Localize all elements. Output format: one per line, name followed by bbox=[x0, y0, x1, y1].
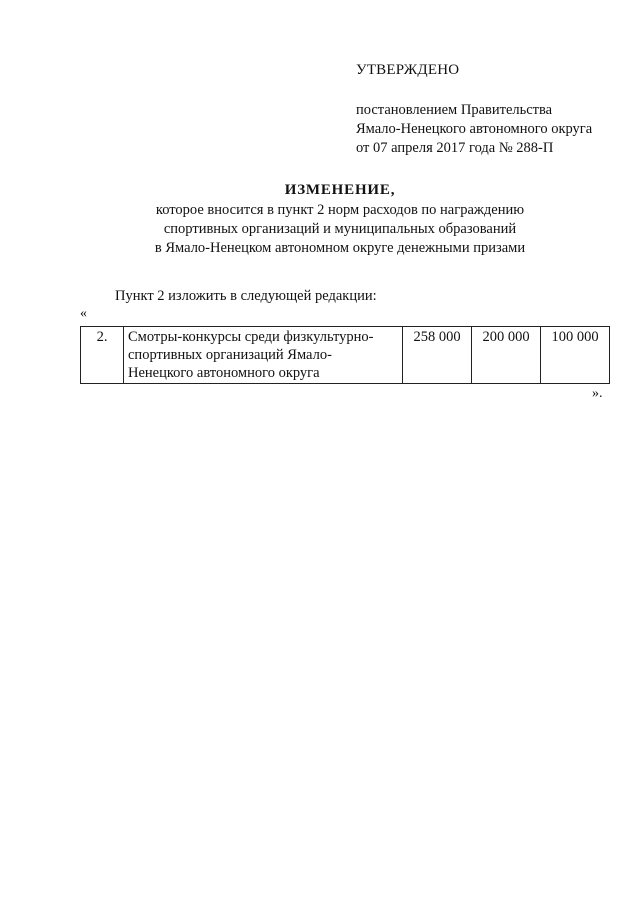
row-name-cell bbox=[124, 327, 403, 384]
heading-line-2: спортивных организаций и муниципальных образований bbox=[163, 221, 517, 237]
amendment-table bbox=[80, 326, 610, 384]
row-value-second-place: 200 000 bbox=[472, 327, 541, 384]
heading-title: ИЗМЕНЕНИЕ, bbox=[284, 182, 396, 198]
intro-text: Пункт 2 изложить в следующей редакции: bbox=[115, 288, 377, 304]
heading-line-1: которое вносится в пункт 2 норм расходов по награждению bbox=[155, 202, 525, 218]
heading-line-3: в Ямало-Ненецком автономном округе денежными призами bbox=[154, 240, 526, 256]
row-value-third-place: 100 000 bbox=[541, 327, 610, 384]
row-name-line-1: Смотры-конкурсы среди физкультурно- bbox=[128, 329, 374, 345]
table-row bbox=[81, 327, 610, 384]
approval-title: УТВЕРЖДЕНО bbox=[356, 62, 460, 78]
approval-line-2: Ямало-Ненецкого автономного округа bbox=[356, 121, 593, 137]
closing-quote: ». bbox=[592, 386, 603, 401]
row-name-line-2: спортивных организаций Ямало- bbox=[128, 347, 332, 363]
row-value-first-place: 258 000 bbox=[403, 327, 472, 384]
row-name-line-3: Ненецкого автономного округа bbox=[128, 365, 320, 381]
row-number-cell: 2. bbox=[81, 327, 124, 384]
approval-line-1: постановлением Правительства bbox=[356, 102, 553, 118]
opening-quote: « bbox=[80, 306, 87, 321]
approval-stamp-block bbox=[356, 62, 626, 158]
approval-line-3: от 07 апреля 2017 года № 288-П bbox=[356, 140, 554, 156]
document-heading bbox=[120, 182, 560, 258]
